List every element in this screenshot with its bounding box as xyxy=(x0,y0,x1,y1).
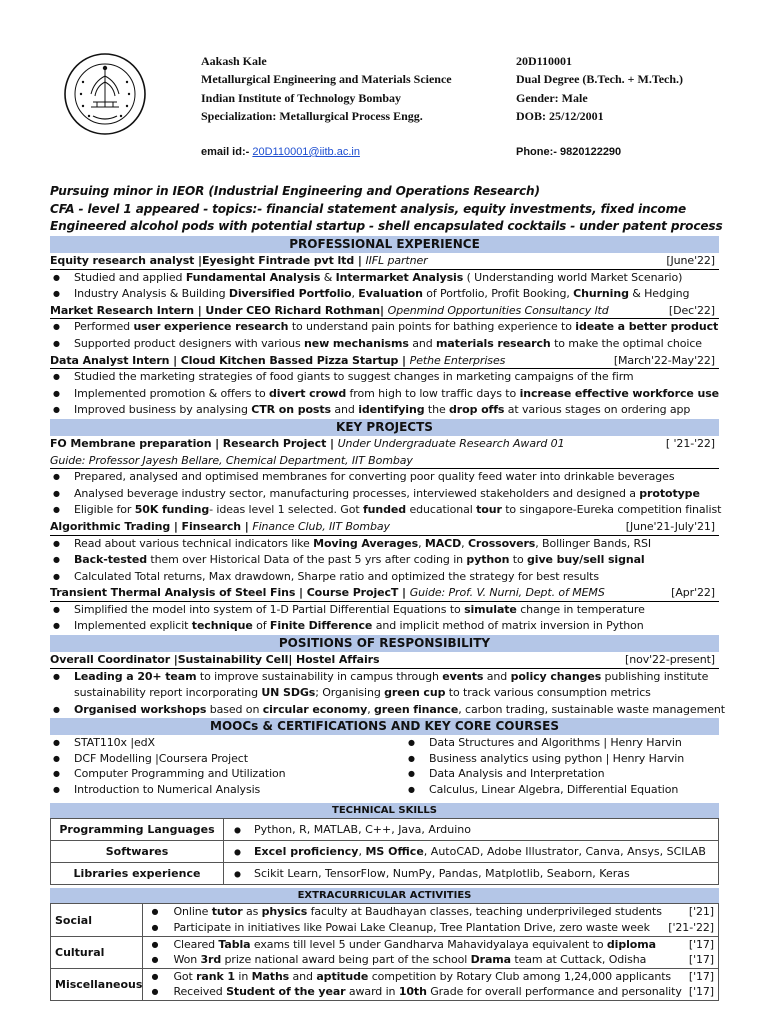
extra-date: ['17] xyxy=(688,969,714,983)
bold-text: circular economy xyxy=(262,702,368,716)
dob: DOB: 25/12/2001 xyxy=(516,108,604,123)
entry-subtitle: Pethe Enterprises xyxy=(409,353,506,367)
entry-date: [March'22-May'22] xyxy=(613,353,715,367)
extra-item: ● Participate in initiatives like Powai Lake Cleanup, Tree Plantation Drive, zero waste week ['21-'22] xyxy=(143,920,718,936)
entry-date: [ '21-'22] xyxy=(665,436,715,450)
courses-left xyxy=(50,735,410,797)
bold-text: give buy/sell signal xyxy=(527,553,645,567)
skill-values: ● Python, R, MATLAB, C++, Java, Arduino xyxy=(224,819,719,841)
entry-date: [Dec'22] xyxy=(668,303,715,317)
entry-title: Transient Thermal Analysis of Steel Fins | Course ProjecT | xyxy=(50,586,410,600)
bullet-item: ● Improved business by analysing CTR on posts and identifying the drop offs at various stages on ordering app xyxy=(50,402,719,419)
courses-grid xyxy=(50,735,719,802)
extra-row xyxy=(51,936,719,968)
bold-text: increase effective workforce use xyxy=(519,386,720,400)
bold-text: ideate a better product xyxy=(575,320,719,334)
bold-text: prototype xyxy=(639,486,700,500)
entry-subtitle: Finance Club, IIT Bombay xyxy=(252,519,390,533)
skill-values: ● Scikit Learn, TensorFlow, NumPy, Pandas, Matplotlib, Seaborn, Keras xyxy=(224,863,719,885)
bold-text: python xyxy=(466,553,510,567)
bullet-item: ● Calculated Total returns, Max drawdown, Sharpe ratio and optimized the strategy for best results xyxy=(50,569,719,586)
skills-table xyxy=(50,818,719,885)
course-item: ● STAT110x |edX xyxy=(50,735,410,750)
section-title-experience: PROFESSIONAL EXPERIENCE xyxy=(50,236,719,253)
highlight-line: CFA - level 1 appeared - topics:- financial statement analysis, equity investments, fixed income xyxy=(50,201,687,216)
bullet-item: ● Implemented explicit technique of Finite Difference and implicit method of matrix inversion in Python xyxy=(50,618,719,635)
entry-heading xyxy=(50,519,719,536)
bold-text: tour xyxy=(476,503,502,517)
header-right xyxy=(516,52,683,125)
entry-date: [Apr'22] xyxy=(671,586,715,600)
course-item: ● Computer Programming and Utilization xyxy=(50,766,410,781)
por-title: Overall Coordinator |Sustainability Cell| Hostel Affairs xyxy=(50,653,380,667)
extra-category: Miscellaneous xyxy=(51,968,143,1000)
bold-text: events xyxy=(442,669,484,683)
roll-number: 20D110001 xyxy=(516,54,573,68)
projects-list xyxy=(50,436,722,635)
extra-date: ['17] xyxy=(688,985,714,999)
highlights xyxy=(50,183,723,236)
bold-text: simulate xyxy=(464,602,517,616)
skill-category: Libraries experience xyxy=(51,863,224,885)
por-heading xyxy=(50,652,719,669)
bold-text: MS Office xyxy=(365,845,424,859)
extra-item: ● Got rank 1 in Maths and aptitude competition by Rotary Club among 1,24,000 applicants ['17] xyxy=(143,969,718,985)
bullet-item: ● Studied and applied Fundamental Analysis & Intermarket Analysis ( Understanding world Market Scenario) xyxy=(50,270,719,287)
course-item: ● Business analytics using python | Henry Harvin xyxy=(405,751,765,766)
section-title-por: POSITIONS OF RESPONSIBILITY xyxy=(50,635,719,652)
bold-text: Excel proficiency xyxy=(254,845,359,859)
phone: Phone:- 9820122290 xyxy=(516,146,622,158)
gender: Gender: Male xyxy=(516,90,588,105)
extra-item: ● Cleared Tabla exams till level 5 under Gandharva Mahavidyalaya equivalent to diploma ['17] xyxy=(143,937,718,953)
bold-text: policy changes xyxy=(510,669,602,683)
entry-subtitle: Openmind Opportunities Consultancy ltd xyxy=(387,303,609,317)
candidate-name: Aakash Kale xyxy=(201,54,267,68)
entry-title: Equity research analyst |Eyesight Fintrade pvt ltd | xyxy=(50,254,366,267)
bullet-continuation: sustainability report incorporating UN SDGs; Organising green cup to track various consumption metrics xyxy=(74,686,651,700)
bold-text: Organised workshops xyxy=(74,702,207,716)
project-guide: Guide: Professor Jayesh Bellare, Chemical Department, IIT Bombay xyxy=(50,453,719,470)
bold-text: CTR on posts xyxy=(251,403,331,417)
skill-category: Programming Languages xyxy=(51,819,224,841)
bold-text: Churning xyxy=(573,287,629,301)
entry-subtitle: Under Undergraduate Research Award 01 xyxy=(337,436,565,450)
bullet-item: ● Organised workshops based on circular economy, green finance, carbon trading, sustainable waste management xyxy=(50,702,719,719)
section-title-courses: MOOCs & CERTIFICATIONS AND KEY CORE COURSES xyxy=(50,718,719,735)
bold-text: Leading a 20+ team xyxy=(74,669,197,683)
bold-text: Back-tested xyxy=(74,553,147,567)
entry-title: Algorithmic Trading | Finsearch | xyxy=(50,519,253,533)
bold-text: Intermarket Analysis xyxy=(335,270,464,284)
bold-text: rank 1 xyxy=(196,969,235,983)
courses-right xyxy=(405,735,765,797)
iitb-logo xyxy=(63,52,147,136)
degree: Dual Degree (B.Tech. + M.Tech.) xyxy=(516,72,684,87)
header-left xyxy=(201,52,452,125)
bold-text: green cup xyxy=(384,686,446,700)
entry-subtitle: Guide: Prof. V. Nurni, Dept. of MEMS xyxy=(409,586,605,600)
extra-date: ['17] xyxy=(688,953,714,967)
bullet-item: ● Prepared, analysed and optimised membranes for converting poor quality feed water into drinkable beverages xyxy=(50,469,719,486)
extra-lines xyxy=(143,968,719,1000)
extra-date: ['21-'22] xyxy=(668,921,714,935)
section-title-skills: TECHNICAL SKILLS xyxy=(50,803,719,818)
extra-date: ['21] xyxy=(688,905,714,919)
entry-title: FO Membrane preparation | Research Project | xyxy=(50,436,338,450)
highlight-line: Pursuing minor in IEOR (Industrial Engineering and Operations Research) xyxy=(50,184,540,198)
bullet-item: ● Industry Analysis & Building Diversified Portfolio, Evaluation of Portfolio, Profit Booking, Churning & Hedging xyxy=(50,286,719,303)
bold-text: green finance xyxy=(374,702,459,716)
course-item: ● Data Analysis and Interpretation xyxy=(405,766,765,781)
entry-heading xyxy=(50,303,719,320)
por-bullets xyxy=(50,669,725,719)
bold-text: 50K funding xyxy=(134,503,210,517)
bold-text: materials research xyxy=(436,336,551,350)
entry-title: Data Analyst Intern | Cloud Kitchen Bassed Pizza Startup | xyxy=(50,353,410,367)
extra-category: Social xyxy=(51,904,143,936)
bold-text: Diversified Portfolio xyxy=(228,287,352,301)
extra-date: ['17] xyxy=(688,937,714,951)
bold-text: funded xyxy=(362,503,407,517)
bold-text: technique xyxy=(191,619,253,633)
entry-subtitle: IIFL partner xyxy=(365,254,428,267)
por-date: [nov'22-present] xyxy=(625,653,715,667)
bold-text: tutor xyxy=(211,905,243,919)
skill-values: ● Excel proficiency, MS Office, AutoCAD, Adobe Illustrator, Canva, Ansys, SCILAB xyxy=(224,841,719,863)
bullet-item: ● Studied the marketing strategies of food giants to suggest changes in marketing campaigns of the firm xyxy=(50,369,719,386)
section-title-projects: KEY PROJECTS xyxy=(50,419,719,436)
extra-lines xyxy=(143,936,719,968)
bullet-item: ● Read about various technical indicators like Moving Averages, MACD, Crossovers, Bollinger Bands, RSI xyxy=(50,536,719,553)
entry-heading xyxy=(50,436,719,453)
extra-item: ● Received Student of the year award in 10th Grade for overall performance and personality ['17] xyxy=(143,984,718,1000)
bold-text: identifying xyxy=(358,403,425,417)
entry-title: Market Research Intern | Under CEO Richard Rothman| xyxy=(50,303,388,317)
skills-row xyxy=(51,819,719,841)
skill-category: Softwares xyxy=(51,841,224,863)
bold-text: new mechanisms xyxy=(304,336,409,350)
bullet-item: ● Analysed beverage industry sector, manufacturing processes, interviewed stakeholders and designed a prototype xyxy=(50,486,719,503)
bullet-item: ● Supported product designers with various new mechanisms and materials research to make the optimal choice xyxy=(50,336,719,353)
bullet-item: ● Eligible for 50K funding- ideas level 1 selected. Got funded educational tour to singapore-Eureka competition finalist xyxy=(50,502,719,519)
bold-text: user experience research xyxy=(133,320,289,334)
bold-text: aptitude xyxy=(316,969,369,983)
extra-table xyxy=(50,903,719,1001)
bullet-item: ● Simplified the model into system of 1-D Partial Differential Equations to simulate change in temperature xyxy=(50,602,719,619)
bold-text: Evaluation xyxy=(358,287,423,301)
bold-text: 3rd xyxy=(200,953,222,967)
extra-lines xyxy=(143,904,719,936)
bullet-item: ● Leading a 20+ team to improve sustainability in campus through events and policy changes publishing institute xyxy=(50,669,719,686)
entry-heading xyxy=(50,585,719,602)
experience-list xyxy=(50,253,719,419)
entry-heading xyxy=(50,253,719,270)
extra-item: ● Online tutor as physics faculty at Baudhayan classes, teaching underprivileged students ['21] xyxy=(143,904,718,920)
bullet-item: ● Performed user experience research to understand pain points for bathing experience to ideate a better product xyxy=(50,319,719,336)
extra-item: ● Won 3rd prize national award being part of the school Drama team at Cuttack, Odisha ['17] xyxy=(143,952,718,968)
entry-date: [June'22] xyxy=(666,254,715,267)
bold-text: physics xyxy=(261,905,308,919)
skills-row xyxy=(51,841,719,863)
email-row xyxy=(201,146,360,158)
specialization: Specialization: Metallurgical Process Engg. xyxy=(201,108,423,123)
bold-text: Drama xyxy=(470,953,511,967)
bold-text: Moving Averages xyxy=(313,536,419,550)
course-item: ● Calculus, Linear Algebra, Differential Equation xyxy=(405,782,765,797)
email-link[interactable]: 20D110001@iitb.ac.in xyxy=(252,146,360,158)
department: Metallurgical Engineering and Materials Science xyxy=(201,72,452,87)
entry-heading xyxy=(50,353,719,370)
extra-row xyxy=(51,968,719,1000)
extra-category: Cultural xyxy=(51,936,143,968)
bold-text: diploma xyxy=(606,937,656,951)
bold-text: 10th xyxy=(398,985,427,999)
entry-date: [June'21-July'21] xyxy=(625,519,715,533)
resume-body xyxy=(50,236,725,1001)
course-item: ● DCF Modelling |Coursera Project xyxy=(50,751,410,766)
email-label: email id:- xyxy=(201,146,250,158)
bullet-item: ● Back-tested them over Historical Data of the past 5 yrs after coding in python to give buy/sell signal xyxy=(50,552,719,569)
bold-text: divert crowd xyxy=(269,386,347,400)
bold-text: drop offs xyxy=(449,403,505,417)
course-item: ● Introduction to Numerical Analysis xyxy=(50,782,410,797)
section-title-extra: EXTRACURRICULAR ACTIVITIES xyxy=(50,888,719,903)
highlight-line: Engineered alcohol pods with potential startup - shell encapsulated cocktails - under patent process xyxy=(50,219,723,233)
bold-text: Fundamental Analysis xyxy=(185,270,321,284)
bold-text: UN SDGs xyxy=(261,686,316,700)
bold-text: Tabla xyxy=(218,937,251,951)
institute: Indian Institute of Technology Bombay xyxy=(201,90,402,105)
skills-row xyxy=(51,863,719,885)
bold-text: Maths xyxy=(251,969,290,983)
course-item: ● Data Structures and Algorithms | Henry Harvin xyxy=(405,735,765,750)
extra-row xyxy=(51,904,719,936)
bold-text: Crossovers xyxy=(467,536,536,550)
bold-text: Student of the year xyxy=(226,985,346,999)
bold-text: Finite Difference xyxy=(269,619,373,633)
bold-text: MACD xyxy=(424,536,462,550)
bullet-item: ● Implemented promotion & offers to divert crowd from high to low traffic days to increase effective workforce use xyxy=(50,386,719,403)
